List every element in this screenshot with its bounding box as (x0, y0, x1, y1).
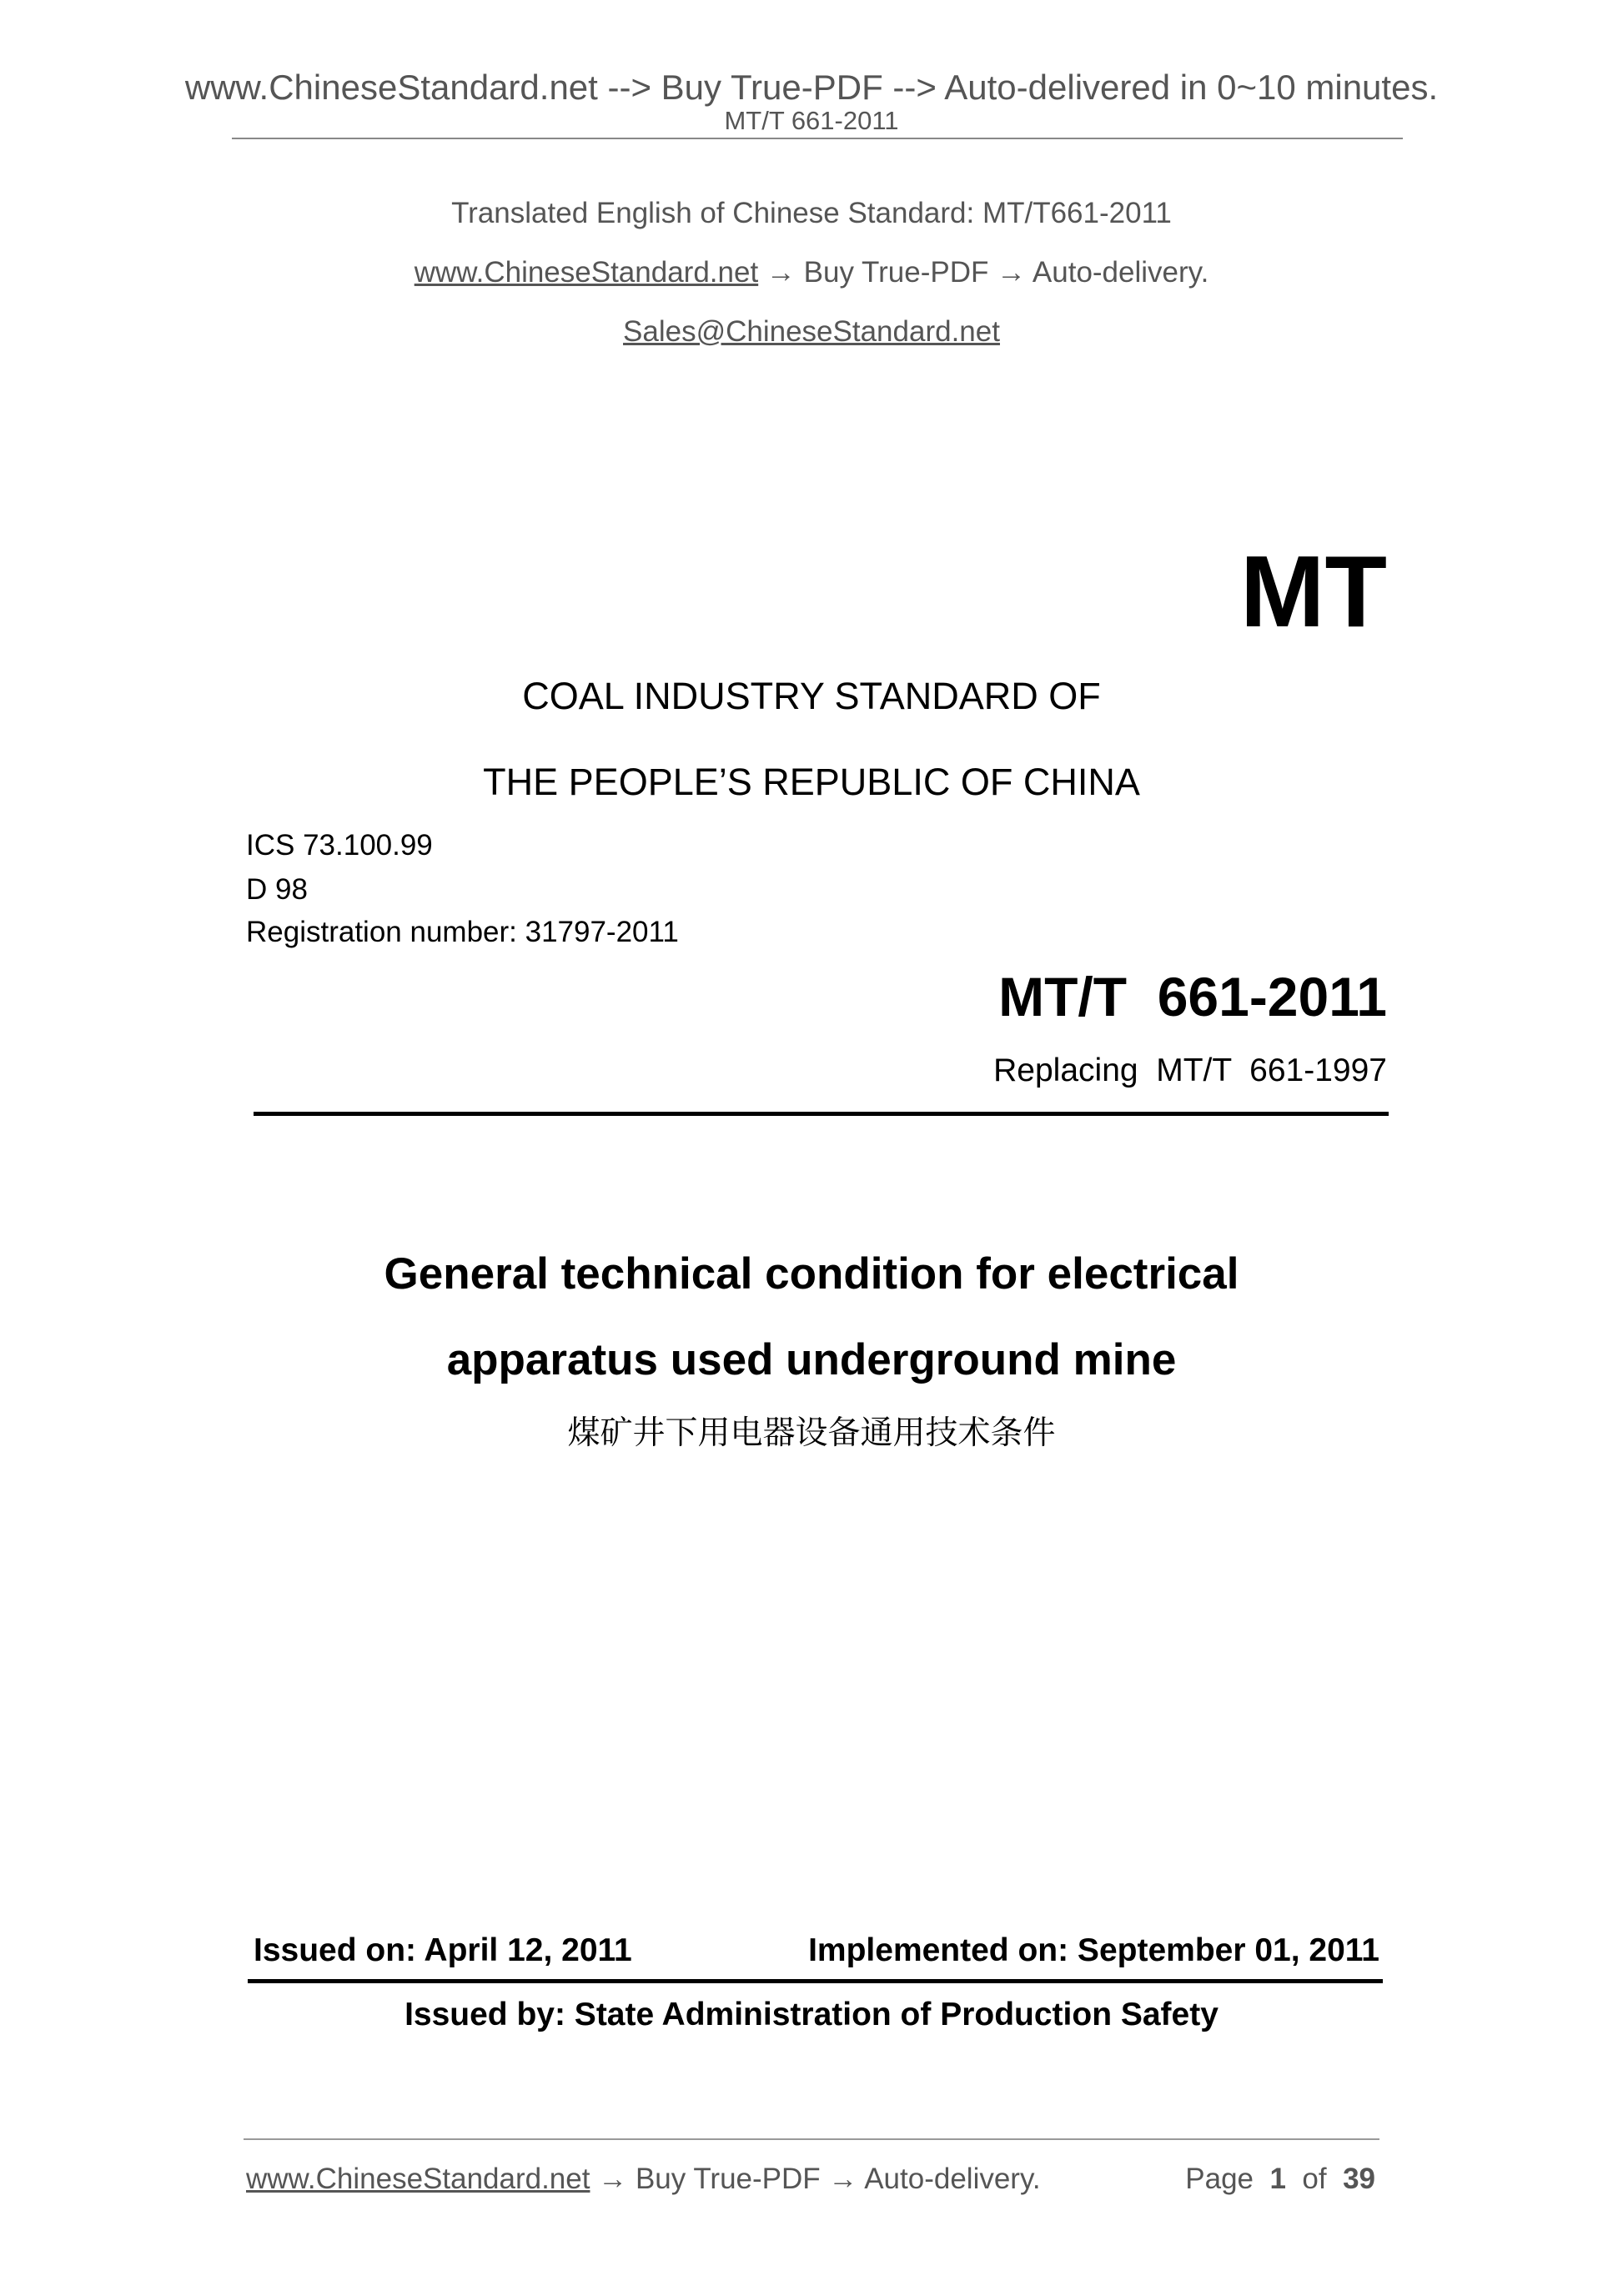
footer-link-line (246, 2164, 1041, 2193)
dates-divider (248, 1979, 1383, 1983)
intro-link-line (0, 258, 1623, 287)
replacing-note: Replacing MT/T 661-1997 (993, 1053, 1387, 1088)
header-divider (232, 138, 1403, 139)
arrow-icon: → (766, 256, 796, 289)
delivery-text: Auto-delivery. (1032, 256, 1209, 289)
arrow-icon: → (828, 2163, 858, 2195)
registration-number: Registration number: 31797-2011 (246, 916, 679, 948)
watermark-banner: www.ChineseStandard.net --> Buy True-PDF --> Auto-delivered in 0~10 minutes. (184, 68, 1439, 107)
page-label: Page (1185, 2163, 1254, 2195)
title-divider (254, 1112, 1389, 1116)
email-link[interactable]: Sales@ChineseStandard.net (623, 315, 1000, 348)
implemented-on: Implemented on: September 01, 2011 (808, 1932, 1379, 1968)
title-line-1: General technical condition for electrical (384, 1249, 1239, 1299)
standard-logo: MT (1239, 535, 1387, 648)
site-link[interactable]: www.ChineseStandard.net (414, 256, 759, 289)
footer-delivery-text: Auto-delivery. (864, 2163, 1041, 2195)
page-total: 39 (1343, 2163, 1375, 2195)
page-of: of (1302, 2163, 1327, 2195)
issued-on: Issued on: April 12, 2011 (254, 1932, 632, 1968)
page-number (1185, 2164, 1375, 2193)
buy-text: Buy True-PDF (803, 256, 989, 289)
translated-note: Translated English of Chinese Standard: MT/T661-2011 (451, 197, 1172, 229)
footer-divider (244, 2138, 1379, 2140)
ics-code: ICS 73.100.99 (246, 829, 433, 862)
org-line-1: COAL INDUSTRY STANDARD OF (522, 675, 1101, 717)
arrow-icon: → (598, 2163, 628, 2195)
issued-by: Issued by: State Administration of Production Safety (404, 1997, 1219, 2032)
footer-buy-text: Buy True-PDF (635, 2163, 821, 2195)
running-header: MT/T 661-2011 (724, 106, 899, 135)
title-chinese: 煤矿井下用电器设备通用技术条件 (567, 1414, 1056, 1452)
footer-site-link[interactable]: www.ChineseStandard.net (246, 2163, 590, 2195)
email-line (0, 317, 1623, 346)
page-current: 1 (1269, 2163, 1286, 2195)
standard-code: MT/T 661-2011 (998, 966, 1387, 1027)
arrow-icon: → (997, 256, 1027, 289)
org-line-2: THE PEOPLE’S REPUBLIC OF CHINA (483, 761, 1140, 803)
ccs-code: D 98 (246, 873, 308, 906)
title-line-2: apparatus used underground mine (446, 1335, 1177, 1384)
